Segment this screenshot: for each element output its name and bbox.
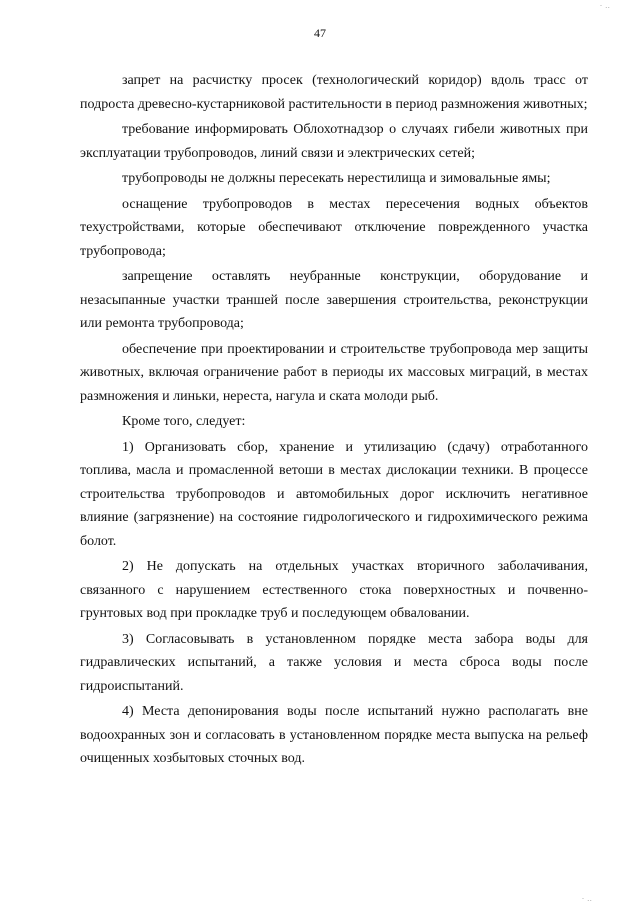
paragraph: 2) Не допускать на отдельных участках вторичного заболачивания, связанного с нарушением естественного стока поверхностных и почвенно-грунтовых вод при прокладке труб и последующем обваловании. [80, 559, 588, 621]
paragraph: запрет на расчистку просек (технологический коридор) вдоль трасс от подроста древесно-кустарниковой растительности в период размножения животных; [80, 73, 588, 112]
paragraph: оснащение трубопроводов в местах пересечения водных объектов техустройствами, которые обеспечивают отключение поврежденного участка трубопровода; [80, 196, 588, 259]
paragraph: запрещение оставлять неубранные конструкции, оборудование и незасыпанные участки траншей после завершения строительства, реконструкции или ремонта трубопровода; [80, 269, 588, 331]
scan-artifact-mark: · .. [599, 0, 610, 10]
paragraph: трубопроводы не должны пересекать нерестилища и зимовальные ямы; [122, 171, 551, 186]
scan-artifact-mark: · .. [581, 893, 592, 903]
paragraph: 1) Организовать сбор, хранение и утилизацию (сдачу) отработанного топлива, масла и промасленной ветоши в местах дислокации техники. В процессе строительства трубопроводов и автомобильных дорог исключить негативное влияние (загрязнение) на состояние гидрологического и гидрохимического режима болот. [80, 439, 588, 549]
paragraph: 4) Места депонирования воды после испытаний нужно располагать вне водоохранных зон и согласовать в установленном порядке места выпуска на рельеф очищенных хозбытовых сточных вод. [80, 704, 588, 766]
document-body [80, 69, 588, 771]
paragraph: 3) Согласовывать в установленном порядке места забора воды для гидравлических испытаний, а также условия и места сброса воды после гидроиспытаний. [80, 631, 588, 694]
paragraph: Кроме того, следует: [122, 414, 246, 429]
paragraph: обеспечение при проектировании и строительстве трубопровода мер защиты животных, включая ограничение работ в периоды их массовых миграций, в местах размножения и линьки, нереста, нагула и ската молоди рыб. [80, 341, 588, 404]
paragraph: требование информировать Облохотнадзор о случаях гибели животных при эксплуатации трубопроводов, линий связи и электрических сетей; [80, 122, 588, 161]
page-number: 47 [314, 26, 326, 40]
